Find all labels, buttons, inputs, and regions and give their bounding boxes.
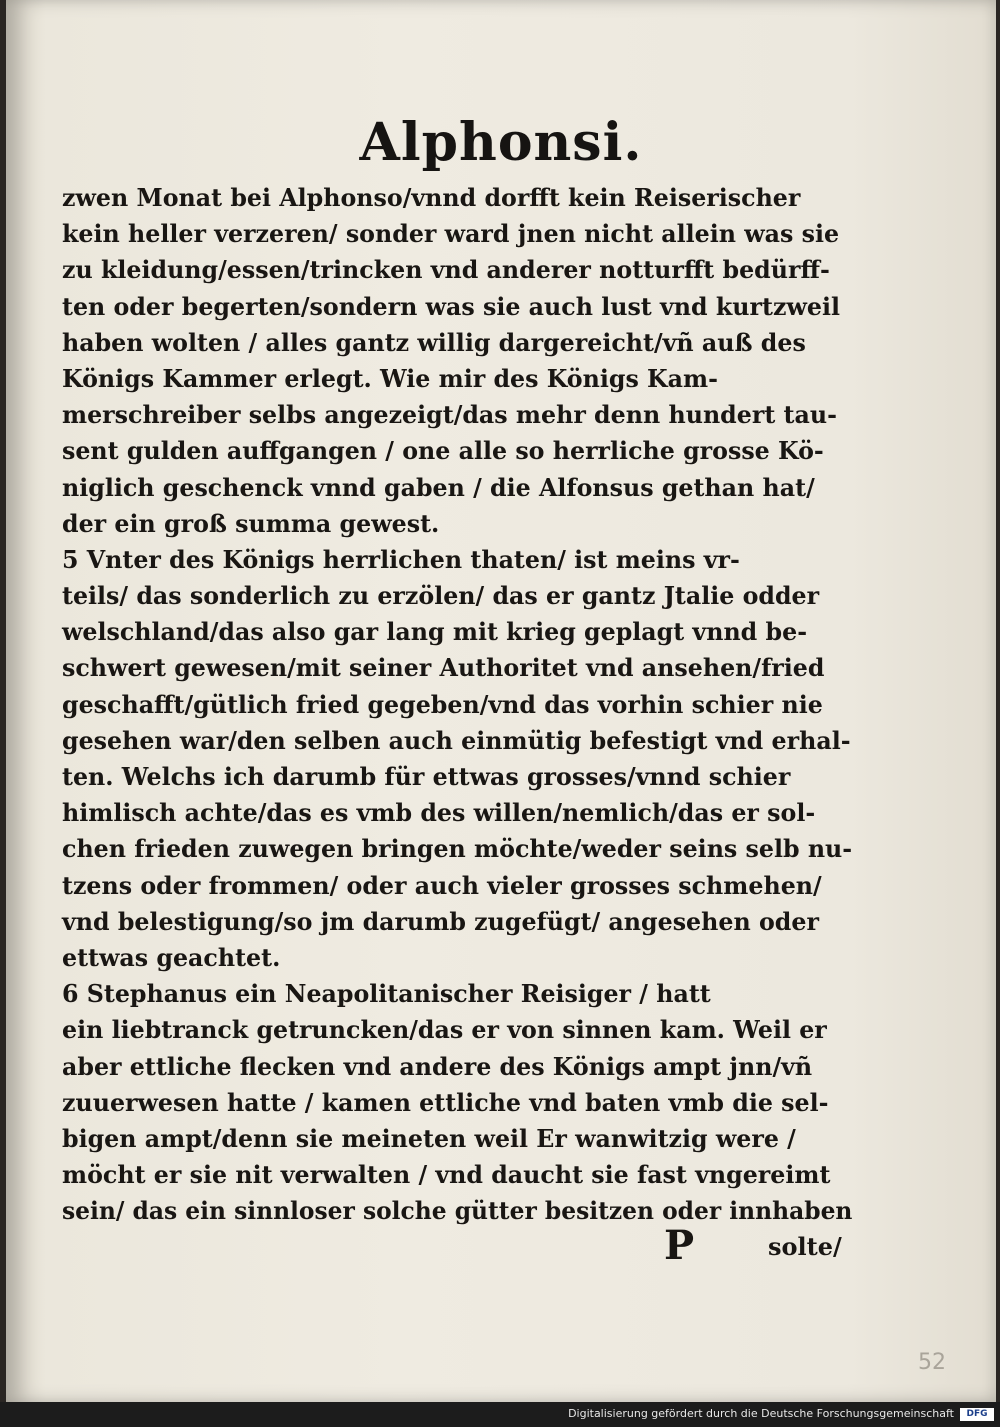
text-line: tzens oder frommen/ oder auch vieler grosses schmehen/: [62, 870, 822, 900]
text-line: der ein groß summa gewest.: [62, 508, 440, 538]
footer-credit: Digitalisierung gefördert durch die Deutsche Forschungsgemeinschaft: [568, 1407, 954, 1420]
text-line: welschland/das also gar lang mit krieg geplagt vnnd be-: [62, 617, 808, 647]
text-line: ten. Welchs ich darumb für ettwas grosses/vnnd schier: [62, 762, 791, 791]
text-line: schwert gewesen/mit seiner Authoritet vnd ansehen/fried: [62, 653, 825, 683]
folio-number: 52: [918, 1350, 946, 1375]
text-line: bigen ampt/denn sie meineten weil Er wanwitzig were /: [62, 1123, 796, 1153]
text-line: aber ettliche flecken vnd andere des Königs ampt jnn/vñ: [62, 1051, 813, 1081]
text-line: möcht er sie nit verwalten / vnd daucht sie fast vngereimt: [62, 1160, 831, 1190]
text-line: ein liebtranck getruncken/das er von sinnen kam. Weil er: [62, 1015, 827, 1045]
signature-mark: P: [664, 1222, 695, 1269]
text-line: geschafft/gütlich fried gegeben/vnd das vorhin schier nie: [62, 689, 823, 719]
footer-bar: [0, 1402, 1000, 1427]
text-line: haben wolten / alles gantz willig dargereicht/vñ auß des: [62, 327, 806, 357]
catchword: solte/: [768, 1232, 842, 1261]
text-line: vnd belestigung/so jm darumb zugefügt/ angesehen oder: [62, 906, 819, 936]
text-line: gesehen war/den selben auch einmütig befestigt vnd erhal-: [62, 725, 851, 755]
text-line: teils/ das sonderlich zu erzölen/ das er gantz Jtalie odder: [62, 581, 820, 611]
text-line: Königs Kammer erlegt. Wie mir des Königs Kam-: [62, 363, 718, 393]
text-line: sent gulden auffgangen / one alle so herrliche grosse Kö-: [62, 436, 824, 466]
text-line: 6 Stephanus ein Neapolitanischer Reisiger / hatt: [62, 979, 711, 1009]
dfg-logo-icon: DFG: [960, 1408, 994, 1421]
text-line: niglich geschenck vnnd gaben / die Alfonsus gethan hat/: [62, 472, 815, 502]
text-line: zu kleidung/essen/trincken vnd anderer notturfft bedürff-: [62, 255, 830, 285]
text-line: himlisch achte/das es vmb des willen/nemlich/das er sol-: [62, 798, 816, 828]
book-page: [6, 0, 996, 1402]
text-line: ettwas geachtet.: [62, 942, 281, 972]
text-line: merschreiber selbs angezeigt/das mehr denn hundert tau-: [62, 400, 837, 430]
body-text: [62, 180, 862, 1229]
page-title: Alphonsi.: [359, 112, 643, 173]
text-line: zwen Monat bei Alphonso/vnnd dorfft kein Reiserischer: [62, 183, 801, 212]
text-line: kein heller verzeren/ sonder ward jnen nicht allein was sie: [62, 219, 840, 249]
text-line: chen frieden zuwegen bringen möchte/weder seins selb nu-: [62, 834, 853, 864]
text-line: 5 Vnter des Königs herrlichen thaten/ ist meins vr-: [62, 544, 740, 574]
text-line: sein/ das ein sinnloser solche gütter besitzen oder innhaben: [62, 1196, 853, 1226]
text-line: zuuerwesen hatte / kamen ettliche vnd baten vmb die sel-: [62, 1087, 829, 1117]
text-line: ten oder begerten/sondern was sie auch lust vnd kurtzweil: [62, 291, 840, 321]
